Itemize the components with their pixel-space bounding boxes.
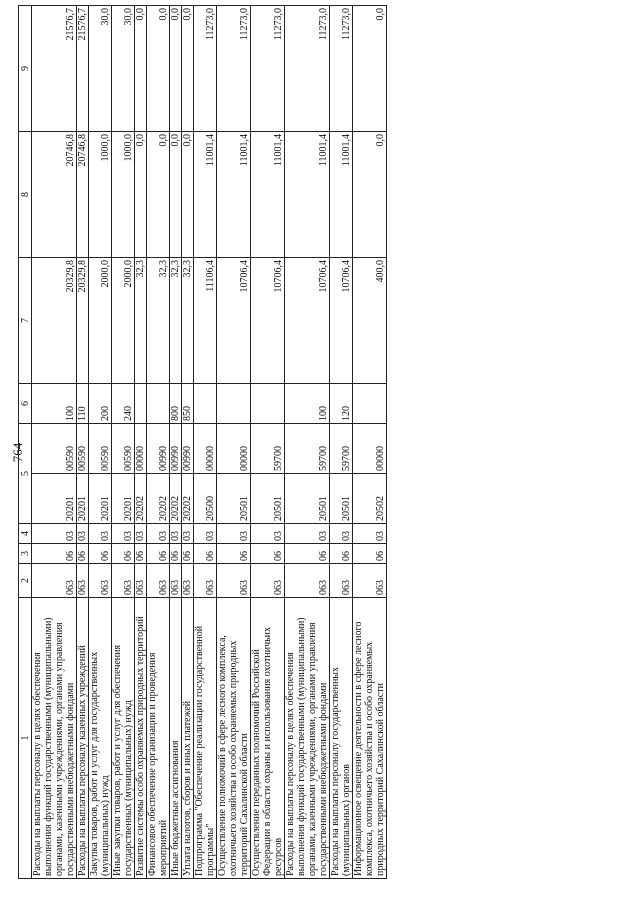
cell-c5a: 20502 xyxy=(353,474,387,524)
table-row xyxy=(330,6,353,879)
cell-c7: 20329,8 xyxy=(77,258,89,384)
cell-c7: 10706,4 xyxy=(285,258,330,384)
header-col-6: 6 xyxy=(19,384,32,424)
cell-c6 xyxy=(194,384,217,424)
cell-c5a: 20202 xyxy=(182,474,194,524)
cell-c9: 21576,7 xyxy=(32,6,77,132)
cell-c4: 03 xyxy=(77,524,89,544)
cell-c5a: 20501 xyxy=(251,474,285,524)
table-row xyxy=(251,6,285,879)
cell-c2: 063 xyxy=(251,564,285,598)
cell-c8: 11001,4 xyxy=(194,132,217,258)
row-description: Уплата налогов, сборов и иных платежей xyxy=(182,598,194,879)
cell-c2: 063 xyxy=(285,564,330,598)
header-col-2: 2 xyxy=(19,564,32,598)
table-row xyxy=(77,6,89,879)
cell-c6: 240 xyxy=(112,384,135,424)
header-col-4: 4 xyxy=(19,524,32,544)
cell-c3: 06 xyxy=(89,544,112,564)
cell-c5a: 20201 xyxy=(112,474,135,524)
cell-c5a: 20201 xyxy=(32,474,77,524)
cell-c8: 11001,4 xyxy=(285,132,330,258)
cell-c6 xyxy=(135,384,147,424)
cell-c8: 11001,4 xyxy=(217,132,251,258)
cell-c6: 100 xyxy=(285,384,330,424)
cell-c2: 063 xyxy=(32,564,77,598)
cell-c2: 063 xyxy=(77,564,89,598)
cell-c9: 21576,7 xyxy=(77,6,89,132)
cell-c8: 11001,4 xyxy=(251,132,285,258)
cell-c6: 100 xyxy=(32,384,77,424)
cell-c2: 063 xyxy=(135,564,147,598)
cell-c4: 03 xyxy=(194,524,217,544)
cell-c4: 03 xyxy=(285,524,330,544)
table-row xyxy=(170,6,182,879)
cell-c5b: 00000 xyxy=(135,424,147,474)
table-row xyxy=(135,6,147,879)
cell-c5a: 20202 xyxy=(170,474,182,524)
cell-c7: 2000,0 xyxy=(89,258,112,384)
table-row xyxy=(89,6,112,879)
cell-c7: 32,3 xyxy=(135,258,147,384)
cell-c7: 32,3 xyxy=(182,258,194,384)
cell-c5b: 00990 xyxy=(170,424,182,474)
cell-c9: 0,0 xyxy=(353,6,387,132)
cell-c9: 0,0 xyxy=(182,6,194,132)
table-body xyxy=(32,6,387,879)
cell-c4: 03 xyxy=(217,524,251,544)
cell-c8: 0,0 xyxy=(353,132,387,258)
cell-c5b: 00590 xyxy=(77,424,89,474)
row-description: Закупка товаров, работ и услуг для государственных (муниципальных) нужд xyxy=(89,598,112,879)
cell-c5b: 00000 xyxy=(353,424,387,474)
budget-table xyxy=(18,5,387,879)
cell-c9: 11273,0 xyxy=(194,6,217,132)
row-description: Осуществление полномочий в сфере лесного комплекса, охотничьего хозяйства и особо охраняемых природных территорий Сахалинской области xyxy=(217,598,251,879)
row-description: Иные закупки товаров, работ и услуг для обеспечения государственных (муниципальных) нужд xyxy=(112,598,135,879)
cell-c6: 120 xyxy=(330,384,353,424)
cell-c7: 400,0 xyxy=(353,258,387,384)
table-row xyxy=(217,6,251,879)
cell-c3: 06 xyxy=(182,544,194,564)
cell-c8: 11001,4 xyxy=(330,132,353,258)
cell-c3: 06 xyxy=(285,544,330,564)
cell-c5b: 59700 xyxy=(285,424,330,474)
cell-c4: 03 xyxy=(170,524,182,544)
cell-c4: 03 xyxy=(112,524,135,544)
cell-c3: 06 xyxy=(353,544,387,564)
cell-c8: 20746,8 xyxy=(32,132,77,258)
cell-c4: 03 xyxy=(89,524,112,544)
cell-c5b: 00590 xyxy=(89,424,112,474)
table-row xyxy=(32,6,77,879)
cell-c3: 06 xyxy=(147,544,170,564)
header-col-8: 8 xyxy=(19,132,32,258)
cell-c3: 06 xyxy=(217,544,251,564)
cell-c7: 32,3 xyxy=(147,258,170,384)
cell-c9: 30,0 xyxy=(89,6,112,132)
cell-c4: 03 xyxy=(251,524,285,544)
cell-c8: 0,0 xyxy=(135,132,147,258)
row-description: Расходы на выплаты персоналу казенных учреждений xyxy=(77,598,89,879)
cell-c5b: 59700 xyxy=(330,424,353,474)
cell-c5a: 20202 xyxy=(135,474,147,524)
cell-c2: 063 xyxy=(353,564,387,598)
cell-c5a: 20500 xyxy=(194,474,217,524)
cell-c9: 0,0 xyxy=(170,6,182,132)
header-col-7: 7 xyxy=(19,258,32,384)
header-col-1: 1 xyxy=(19,598,32,879)
row-description: Информационное освещение деятельности в сфере лесного комплекса, охотничьего хозяйства и особо охраняемых природных территорий Сахалинской области xyxy=(353,598,387,879)
cell-c2: 063 xyxy=(194,564,217,598)
table-row xyxy=(182,6,194,879)
row-description: Расходы на выплаты персоналу государственных (муниципальных) органов xyxy=(330,598,353,879)
cell-c4: 03 xyxy=(182,524,194,544)
cell-c9: 30,0 xyxy=(112,6,135,132)
table-row xyxy=(147,6,170,879)
cell-c7: 32,3 xyxy=(170,258,182,384)
cell-c3: 06 xyxy=(77,544,89,564)
row-description: Финансовое обеспечение организации и проведения мероприятий xyxy=(147,598,170,879)
cell-c3: 06 xyxy=(112,544,135,564)
cell-c5b: 00990 xyxy=(182,424,194,474)
cell-c7: 10706,4 xyxy=(251,258,285,384)
page-number: 764 xyxy=(10,442,25,463)
header-col-3: 3 xyxy=(19,544,32,564)
cell-c8: 0,0 xyxy=(170,132,182,258)
cell-c5b: 00590 xyxy=(112,424,135,474)
cell-c6: 800 xyxy=(170,384,182,424)
cell-c8: 0,0 xyxy=(147,132,170,258)
cell-c4: 03 xyxy=(32,524,77,544)
cell-c7: 10706,4 xyxy=(330,258,353,384)
cell-c9: 11273,0 xyxy=(330,6,353,132)
cell-c5a: 20201 xyxy=(77,474,89,524)
row-description: Подпрограмма "Обеспечение реализации государственной программы" xyxy=(194,598,217,879)
cell-c5b: 00000 xyxy=(217,424,251,474)
cell-c6 xyxy=(251,384,285,424)
cell-c7: 2000,0 xyxy=(112,258,135,384)
table-row xyxy=(194,6,217,879)
cell-c3: 06 xyxy=(135,544,147,564)
row-description: Расходы на выплаты персоналу в целях обеспечения выполнения функций государственными (муниципальными) органами, казенными учреждениями, органами управления государственными внебюджетными фондами xyxy=(285,598,330,879)
cell-c9: 0,0 xyxy=(135,6,147,132)
cell-c5b: 00990 xyxy=(147,424,170,474)
cell-c8: 1000,0 xyxy=(89,132,112,258)
cell-c6 xyxy=(217,384,251,424)
cell-c5b: 59700 xyxy=(251,424,285,474)
cell-c7: 10706,4 xyxy=(217,258,251,384)
cell-c6: 110 xyxy=(77,384,89,424)
header-col-9: 9 xyxy=(19,6,32,132)
cell-c3: 06 xyxy=(194,544,217,564)
cell-c6: 200 xyxy=(89,384,112,424)
cell-c9: 11273,0 xyxy=(285,6,330,132)
cell-c3: 06 xyxy=(170,544,182,564)
cell-c2: 063 xyxy=(182,564,194,598)
cell-c6 xyxy=(147,384,170,424)
table-row xyxy=(285,6,330,879)
cell-c3: 06 xyxy=(32,544,77,564)
cell-c8: 0,0 xyxy=(182,132,194,258)
cell-c2: 063 xyxy=(89,564,112,598)
cell-c4: 03 xyxy=(330,524,353,544)
cell-c5a: 20201 xyxy=(89,474,112,524)
cell-c4: 03 xyxy=(135,524,147,544)
cell-c6 xyxy=(353,384,387,424)
row-description: Расходы на выплаты персоналу в целях обеспечения выполнения функций государственными (муниципальными) органами, казенными учреждениями, органами управления государственными внебюджетными фондами xyxy=(32,598,77,879)
cell-c2: 063 xyxy=(217,564,251,598)
cell-c8: 1000,0 xyxy=(112,132,135,258)
cell-c5b: 00590 xyxy=(32,424,77,474)
cell-c2: 063 xyxy=(330,564,353,598)
cell-c7: 20329,8 xyxy=(32,258,77,384)
table-row xyxy=(353,6,387,879)
row-description: Развитие системы особо охраняемых природных территорий xyxy=(135,598,147,879)
cell-c5a: 20202 xyxy=(147,474,170,524)
cell-c2: 063 xyxy=(112,564,135,598)
cell-c9: 11273,0 xyxy=(217,6,251,132)
cell-c5a: 20501 xyxy=(285,474,330,524)
cell-c5b: 00000 xyxy=(194,424,217,474)
cell-c4: 03 xyxy=(147,524,170,544)
cell-c9: 11273,0 xyxy=(251,6,285,132)
cell-c3: 06 xyxy=(251,544,285,564)
row-description: Иные бюджетные ассигнования xyxy=(170,598,182,879)
cell-c9: 0,0 xyxy=(147,6,170,132)
table-row xyxy=(112,6,135,879)
cell-c2: 063 xyxy=(147,564,170,598)
cell-c4: 03 xyxy=(353,524,387,544)
cell-c5a: 20501 xyxy=(330,474,353,524)
header-col-5: 5 xyxy=(19,424,32,524)
cell-c6: 850 xyxy=(182,384,194,424)
row-description: Осуществление переданных полномочий Российской Федерации в области охраны и использования охотничьих ресурсов xyxy=(251,598,285,879)
table-header-row xyxy=(19,6,32,879)
cell-c8: 20746,8 xyxy=(77,132,89,258)
cell-c3: 06 xyxy=(330,544,353,564)
cell-c5a: 20501 xyxy=(217,474,251,524)
cell-c2: 063 xyxy=(170,564,182,598)
cell-c7: 11106,4 xyxy=(194,258,217,384)
